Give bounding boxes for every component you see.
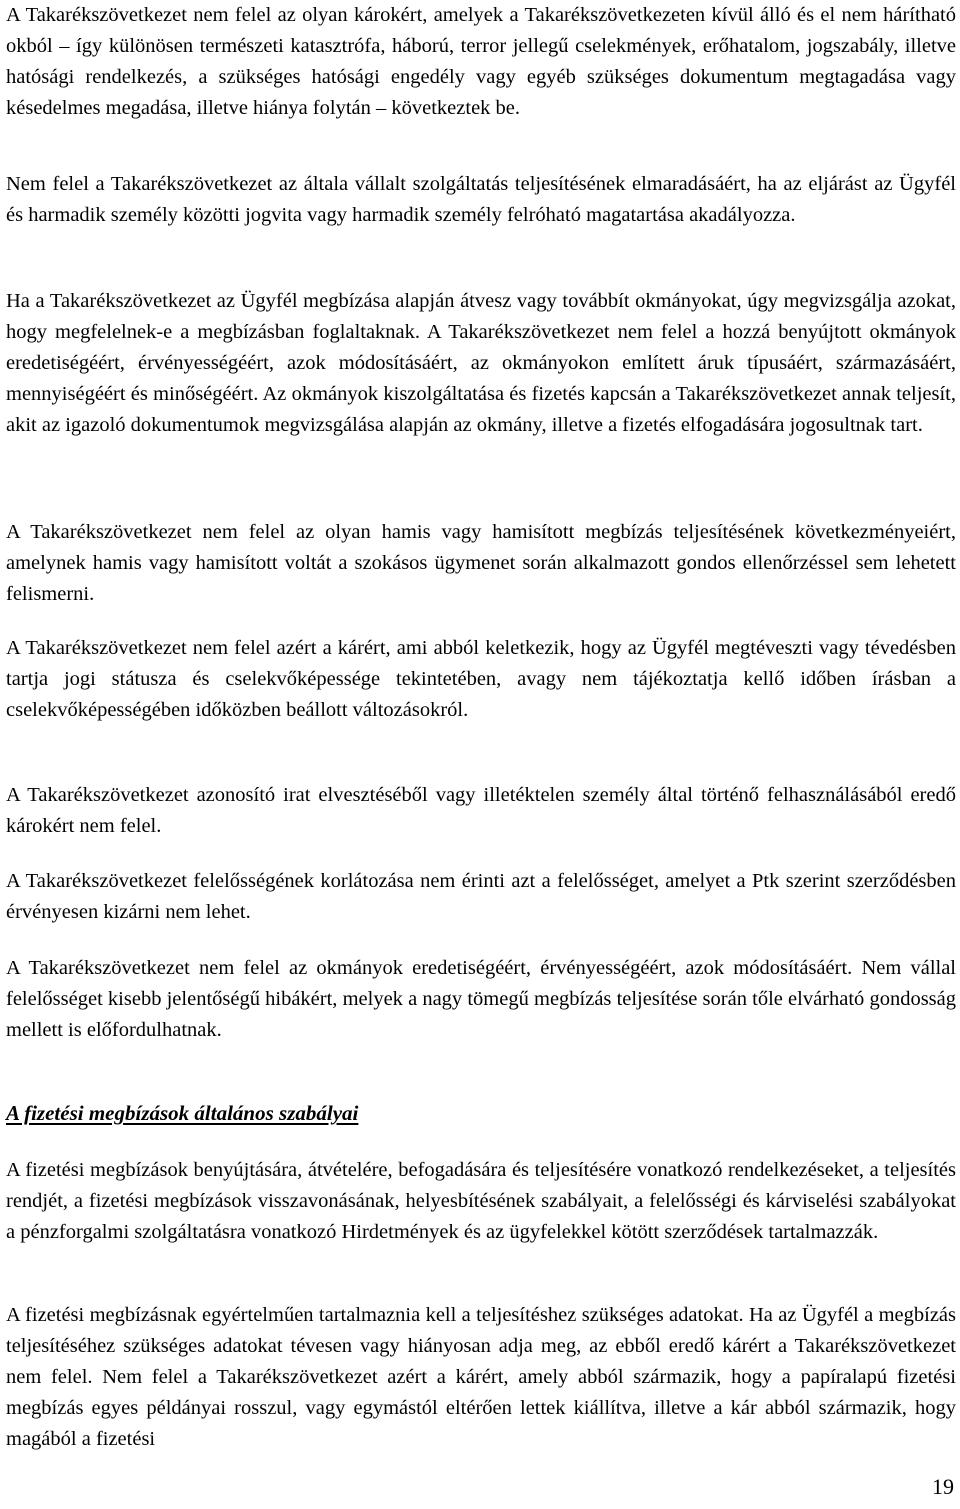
page-number: 19 bbox=[932, 1474, 954, 1499]
paragraph-liability-limit: A Takarékszövetkezet felelősségének korlátozása nem érinti azt a felelősséget, amelyet a Ptk szerint szerződésben érvényesen kizárni nem lehet. bbox=[6, 870, 956, 924]
paragraph-documents-verification: Ha a Takarékszövetkezet az Ügyfél megbízása alapján átvesz vagy továbbít okmányokat, úgy megvizsgálja azokat, hogy megfelelnek-e a megbízásban foglaltaknak. A Takarékszövetkezet nem felel a hozzá benyújtott okmányok eredetiségéért, érvényességéért, azok módosításáért, az okmányokon említett áruk típusáért, származásáért, mennyiségéért és minőségéért. Az okmányok kiszolgáltatása és fizetés kapcsán a Takarékszövetkezet annak teljesít, akit az igazoló dokumentumok megvizsgálása alapján az okmány, illetve a fizetés elfogadására jogosultnak tart. bbox=[6, 290, 956, 437]
paragraph-force-majeure: A Takarékszövetkezet nem felel az olyan károkért, amelyek a Takarékszövetkezeten kívül álló és el nem hárítható okból – így különösen természeti katasztrófa, háború, terror jellegű cselekmények, erőhatalom, jogszabály, illetve hatósági rendelkezés, a szükséges hatósági engedély vagy egyéb szükséges dokumentum megtagadása vagy késedelmes megadása, illetve hiánya folytán – következtek be. bbox=[6, 4, 956, 120]
section-heading: A fizetési megbízások általános szabályai bbox=[6, 1101, 359, 1125]
paragraph-lost-id: A Takarékszövetkezet azonosító irat elvesztéséből vagy illetéktelen személy által történő felhasználásából eredő károkért nem felel. bbox=[6, 784, 956, 838]
paragraph-minor-errors: A Takarékszövetkezet nem felel az okmányok eredetiségéért, érvényességéért, azok módosításáért. Nem vállal felelősséget kisebb jelentőségű hibákért, melyek a nagy tömegű megbízás teljesítése során tőle elvárható gondosság mellett is előfordulhatnak. bbox=[6, 957, 956, 1042]
paragraph-client-status: A Takarékszövetkezet nem felel azért a kárért, ami abból keletkezik, hogy az Ügyfél megtéveszti vagy tévedésben tartja jogi státusza és cselekvőképessége tekintetében, avagy nem tájékoztatja kellő időben írásban a cselekvőképességében időközben beállott változásokról. bbox=[6, 637, 956, 722]
paragraph-forged-orders: A Takarékszövetkezet nem felel az olyan hamis vagy hamisított megbízás teljesítésének következményeiért, amelynek hamis vagy hamisított voltát a szokásos ügymenet során alkalmazott gondos ellenőrzéssel sem lehetett felismerni. bbox=[6, 521, 956, 606]
paragraph-third-party-dispute: Nem felel a Takarékszövetkezet az általa vállalt szolgáltatás teljesítésének elmaradásáért, ha az eljárást az Ügyfél és harmadik személy közötti jogvita vagy harmadik személy felróható magatartása akadályozza. bbox=[6, 173, 956, 227]
paragraph-payment-rules: A fizetési megbízások benyújtására, átvételére, befogadására és teljesítésére vonatkozó rendelkezéseket, a teljesítés rendjét, a fizetési megbízások visszavonásának, helyesbítésének szabályait, a felelősségi és kárviselési szabályokat a pénzforgalmi szolgáltatásra vonatkozó Hirdetmények és az ügyfelekkel kötött szerződések tartalmazzák. bbox=[6, 1159, 956, 1244]
paragraph-payment-data: A fizetési megbízásnak egyértelműen tartalmaznia kell a teljesítéshez szükséges adatokat. Ha az Ügyfél a megbízás teljesítéséhez szükséges adatokat tévesen vagy hiányosan adja meg, az ebből eredő kárért a Takarékszövetkezet nem felel. Nem felel a Takarékszövetkezet azért a kárért, amely abból származik, hogy a papíralapú fizetési megbízás egyes példányai rosszul, vagy egymástól eltérően lettek kiállítva, illetve a kár abból származik, hogy magából a fizetési bbox=[6, 1304, 956, 1451]
